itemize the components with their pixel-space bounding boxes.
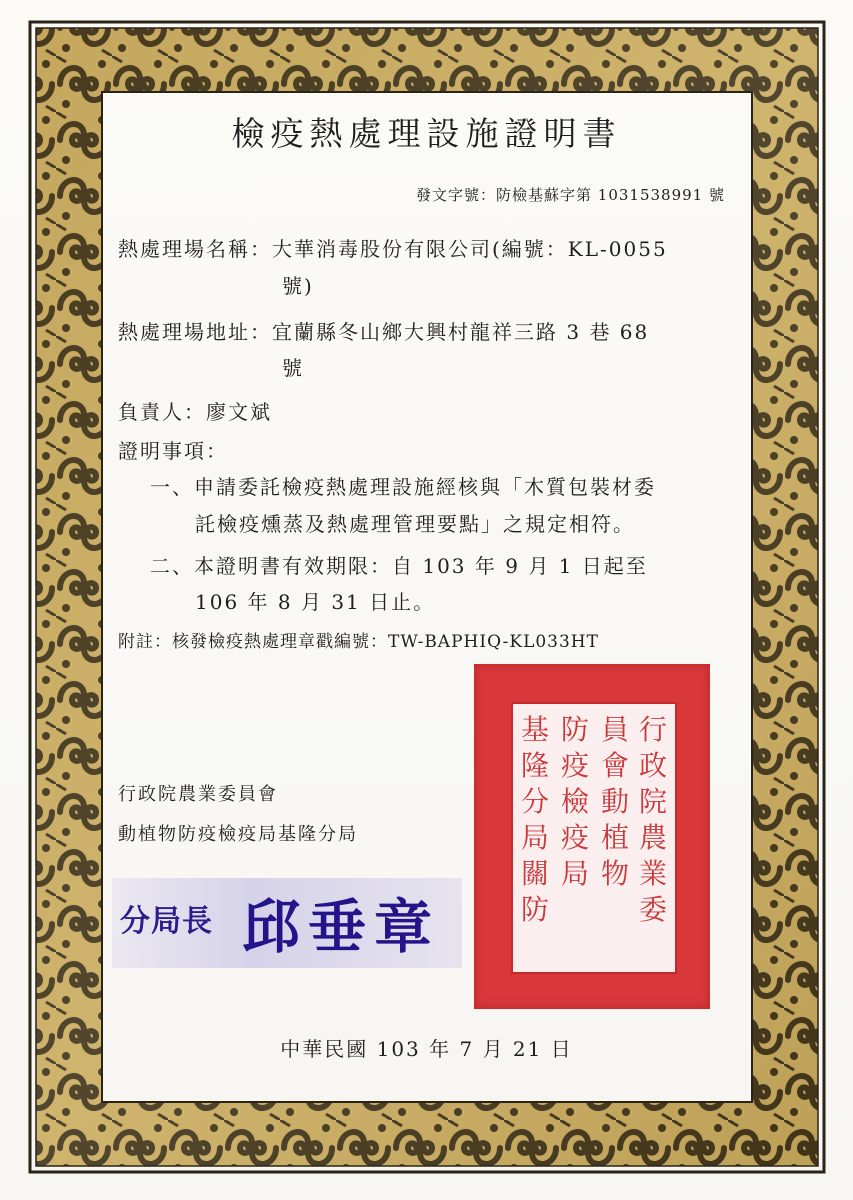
facility-address-continued: 號 bbox=[282, 356, 304, 380]
facility-address: 熱處理場地址：宜蘭縣冬山鄉大興村龍祥三路 3 巷 68 bbox=[118, 320, 650, 344]
certification-item-2: 二、本證明書有效期限：自 103 年 9 月 1 日起至 bbox=[150, 554, 648, 578]
certification-items-heading: 證明事項： bbox=[118, 439, 228, 463]
seal-column-2: 員會動植物 bbox=[600, 713, 629, 890]
responsible-person: 負責人：廖文斌 bbox=[118, 400, 272, 424]
seal-inscription bbox=[511, 702, 677, 974]
issue-date: 中華民國 103 年 7 月 21 日 bbox=[280, 1037, 573, 1061]
director-signature-stamp bbox=[112, 878, 462, 968]
seal-column-1: 行政院農業委 bbox=[638, 713, 667, 926]
seal-column-3: 防疫檢疫局 bbox=[560, 713, 589, 890]
certification-item-1-continued: 託檢疫燻蒸及熱處理管理要點」之規定相符。 bbox=[195, 512, 635, 536]
official-red-seal bbox=[474, 664, 710, 1009]
certification-item-2-continued: 106 年 8 月 31 日止。 bbox=[195, 590, 436, 614]
document-number: 發文字號：防檢基蘇字第 1031538991 號 bbox=[416, 186, 725, 204]
certificate-title: 檢疫熱處理設施證明書 bbox=[231, 114, 622, 153]
facility-name-continued: 號) bbox=[282, 274, 314, 298]
signature-title: 分局長 bbox=[120, 904, 213, 939]
stamp-number-note: 附註：核發檢疫熱處理章戳編號：TW-BAPHIQ-KL033HT bbox=[118, 632, 599, 652]
facility-name: 熱處理場名稱：大華消毒股份有限公司(編號：KL-0055 bbox=[118, 237, 668, 261]
seal-column-4: 基隆分局關防 bbox=[520, 713, 549, 926]
certification-item-1: 一、申請委託檢疫熱處理設施經核與「木質包裝材委 bbox=[150, 475, 656, 499]
issuer-branch: 動植物防疫檢疫局基隆分局 bbox=[118, 824, 358, 845]
issuer-council: 行政院農業委員會 bbox=[118, 784, 278, 805]
signature-name: 邱垂章 bbox=[242, 893, 441, 961]
